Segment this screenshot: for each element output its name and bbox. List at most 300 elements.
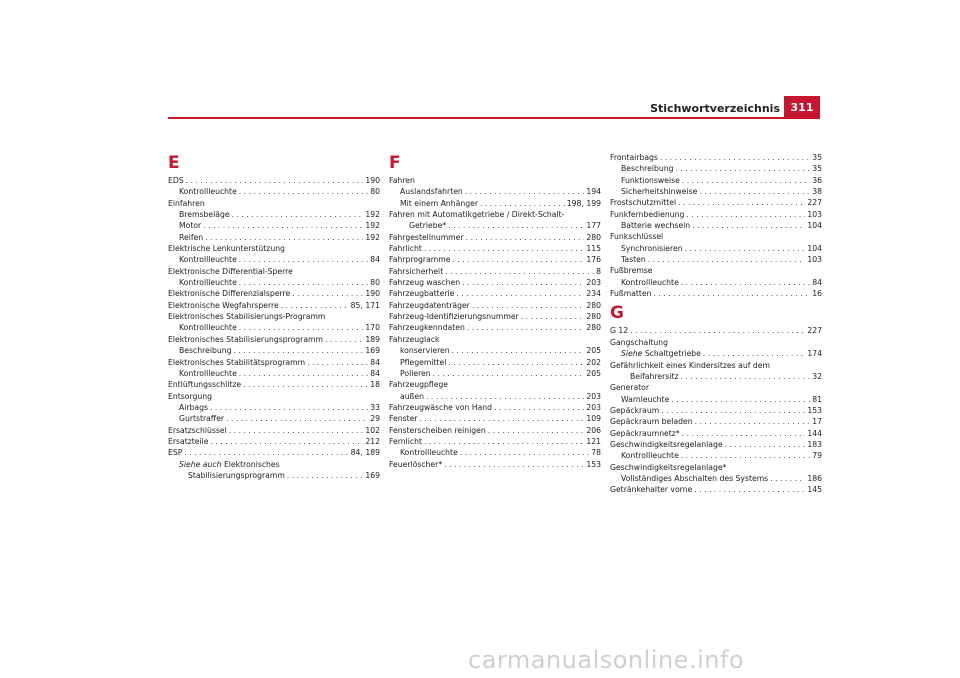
index-entry [168,186,380,197]
entry-page: 190 [365,176,380,185]
index-entry [610,265,822,276]
entry-page: 84 [370,368,380,378]
entry-text: Bremsbeläge [179,210,230,220]
entry-text: Beschreibung [621,164,674,174]
index-entry [389,209,601,220]
entry-page: 35 [812,153,822,162]
index-entry [610,152,822,163]
entry-term [389,300,470,311]
entry-term [621,450,679,461]
entry-page: 29 [370,414,380,424]
entry-page: 32 [812,371,822,381]
entry-page: 203 [586,402,601,412]
page-number-badge: 311 [784,96,820,118]
entry-page: 280 [586,232,601,242]
leader-dots [452,345,585,356]
leader-dots [292,288,363,299]
entry-page: 33 [370,402,380,412]
index-entry [168,266,380,277]
leader-dots [472,300,584,311]
entry-page: 145 [807,485,822,495]
leader-dots [654,288,811,299]
entry-text: Stabilisierungsprogramm [188,470,285,480]
entry-page: 17 [812,417,822,427]
entry-text: Elektronische Differenzialsperre [168,289,291,299]
index-entry [610,473,822,484]
entry-page: 174 [807,349,822,359]
entry-text: Fahrzeugdatenträger [389,300,470,310]
entry-term [610,484,692,495]
entry-text: Fahrprogramme [389,255,451,265]
entry-text: Auslandsfahrten [400,187,463,197]
entry-text: Warnleuchte [621,394,670,404]
entry-term [179,220,201,231]
entry-page: 8 [596,266,601,276]
index-entry [168,459,380,470]
entry-text: Airbags [179,402,209,412]
entry-page: 84 [370,357,380,367]
leader-dots [433,368,585,379]
index-entry [168,436,380,447]
entry-term [389,413,418,424]
leader-dots [692,220,805,231]
entry-text: Gefährlichkeit eines Kindersitzes auf dem [610,360,770,370]
entry-text: Generator [610,383,650,393]
leader-dots [456,288,584,299]
entry-page: 205 [586,346,601,356]
entry-text: Elektronische Differential-Sperre [168,266,293,276]
entry-text: Schaltgetriebe [644,349,701,359]
entry-text: Geschwindigkeitsregelanlage [610,439,723,449]
entry-text: Fahrzeugpflege [389,380,449,390]
entry-page: 198, 199 [566,198,601,208]
entry-text: Feuerlöscher* [389,459,443,469]
entry-term [168,311,325,322]
leader-dots [466,232,585,243]
index-entry [610,277,822,288]
leader-dots [725,439,806,450]
entry-text: konservieren [400,346,450,356]
entry-term [610,405,659,416]
entry-page: 153 [586,459,601,469]
index-entry [610,484,822,495]
index-entry [168,175,380,186]
index-entry [610,209,822,220]
entry-term [610,428,680,439]
entry-term [389,322,465,333]
entry-text: Fußmatten [610,289,652,299]
entry-term [610,439,723,450]
entry-text: Elektronisches Stabilitätsprogramm [168,357,306,367]
leader-dots [630,325,805,336]
leader-dots [281,300,349,311]
leader-dots [467,322,584,333]
leader-dots [210,402,368,413]
entry-term [168,391,212,402]
index-entry [610,462,822,473]
entry-text: Kontrollleuchte [179,323,237,333]
index-entry [610,231,822,242]
entry-text: Elektrische Lenkunterstützung [168,244,285,254]
entry-term [389,311,519,322]
leader-dots [186,175,364,186]
entry-page: 186 [807,473,822,483]
entry-text: Fahrzeugkenndaten [389,323,465,333]
leader-dots [462,277,584,288]
entry-term [400,345,450,356]
entry-text: Fahrzeug waschen [389,278,461,288]
entry-term [610,209,684,220]
leader-dots [660,152,810,163]
entry-text: Entlüftungsschlitze [168,380,242,390]
index-entry [610,325,822,336]
entry-text: Tasten [621,255,646,265]
leader-dots [239,277,368,288]
leader-dots [465,186,585,197]
leader-dots [675,163,810,174]
leader-dots [681,277,810,288]
entry-text: Kontrollleuchte [621,451,679,461]
entry-page: 102 [365,425,380,435]
leader-dots [648,254,806,265]
entry-page: 192 [365,221,380,231]
leader-dots [426,391,584,402]
entry-page: 153 [807,405,822,415]
entry-text: Fahrzeuglack [389,334,440,344]
entry-text: Beschreibung [179,346,232,356]
entry-term [610,360,770,371]
entry-term [179,186,237,197]
entry-page: 103 [807,209,822,219]
entry-text: Einfahren [168,198,205,208]
leader-dots [243,379,368,390]
entry-term [610,325,628,336]
entry-page: 121 [586,436,601,446]
leader-dots [671,394,810,405]
entry-term [389,277,460,288]
entry-text: Batterie wechseln [621,221,691,231]
index-entry [389,175,601,186]
entry-text: Fahrzeugbatterie [389,289,455,299]
entry-page: 18 [370,380,380,390]
entry-term [389,425,486,436]
index-entry [168,345,380,356]
entry-term [389,175,415,186]
leader-dots [699,186,810,197]
entry-term [400,186,463,197]
entry-term [400,447,458,458]
entry-term [179,402,208,413]
leader-dots [239,322,364,333]
entry-text: Getränkehalter vorne [610,485,693,495]
entry-text: Ersatzteile [168,436,209,446]
entry-text: Pflegemittel [400,357,447,367]
entry-text: Ersatzschlüssel [168,425,227,435]
entry-page: 35 [812,164,822,174]
entry-term [168,288,290,299]
index-entry [389,300,601,311]
index-entry [168,311,380,322]
entry-term [610,152,658,163]
entry-page: 227 [807,326,822,336]
index-entry [610,175,822,186]
entry-text: Entsorgung [168,391,212,401]
entry-term [389,209,564,220]
leader-dots [694,484,805,495]
leader-dots [448,357,584,368]
entry-term [610,382,649,393]
entry-term [168,300,279,311]
entry-text: Kontrollleuchte [179,255,237,265]
index-entry [610,382,822,393]
index-entry [389,368,601,379]
index-entry [389,436,601,447]
entry-term [168,198,205,209]
index-entry [389,288,601,299]
index-entry [168,368,380,379]
entry-page: 115 [586,244,601,254]
index-entry [168,322,380,333]
leader-dots [681,371,811,382]
entry-page: 84 [812,277,822,287]
entry-page: 109 [586,414,601,424]
leader-dots [307,357,368,368]
index-entry [389,220,601,231]
entry-page: 78 [591,448,601,458]
section-letter: F [389,153,401,173]
leader-dots [521,311,585,322]
entry-text: Funkschlüssel [610,232,664,242]
entry-text: Fahrzeug-Identifizierungsnummer [389,312,519,322]
leader-dots [226,413,368,424]
entry-term [179,368,237,379]
leader-dots [424,243,584,254]
index-entry [389,447,601,458]
entry-page: 194 [586,187,601,197]
leader-dots [685,243,806,254]
index-entry [610,254,822,265]
entry-page: 38 [812,187,822,197]
entry-text: Fenster [389,414,418,424]
entry-term [621,163,673,174]
entry-term [389,266,443,277]
entry-term [621,175,680,186]
index-entry [610,450,822,461]
index-entry [168,209,380,220]
entry-text: Beifahrersitz [630,371,679,381]
index-entry [389,232,601,243]
section-letter: G [610,303,624,324]
leader-dots [287,470,363,481]
entry-text: Gurtstraffer [179,414,225,424]
index-entry [389,198,601,209]
index-entry [168,447,380,458]
index-entry [610,243,822,254]
entry-text: Motor [179,221,202,231]
entry-term [168,243,285,254]
leader-dots [232,209,364,220]
entry-text: Fußbremse [610,266,653,276]
entry-term [168,379,241,390]
index-entry [389,266,601,277]
entry-page: 203 [586,278,601,288]
leader-dots [695,416,811,427]
entry-page: 280 [586,300,601,310]
index-entry [389,391,601,402]
leader-dots [661,405,805,416]
entry-term [179,322,237,333]
index-entry [389,277,601,288]
entry-page: 85, 171 [350,300,380,310]
entry-term [409,220,446,231]
entry-text: Kontrollleuchte [179,368,237,378]
index-entry [168,413,380,424]
entry-see-also: Siehe [621,349,643,359]
entry-term [610,416,693,427]
index-entry [168,277,380,288]
index-entry [389,334,601,345]
index-entry [168,425,380,436]
entry-term [621,473,768,484]
entry-term [610,462,726,473]
entry-text: Fahrsicherheit [389,266,444,276]
index-entry [389,379,601,390]
index-entry [389,459,601,470]
index-entry [610,394,822,405]
leader-dots [211,436,364,447]
entry-term [630,371,679,382]
entry-text: Kontrollleuchte [621,277,679,287]
entry-term [610,231,663,242]
entry-page: 189 [365,334,380,344]
index-column-g [610,152,822,496]
index-entry [389,413,601,424]
page-header [168,100,820,120]
entry-text: Fahren [389,176,415,185]
leader-dots [480,198,565,209]
index-entry [610,220,822,231]
leader-dots [229,425,364,436]
entry-term [389,254,451,265]
entry-page: 280 [586,323,601,333]
entry-term [621,394,669,405]
entry-text: ESP [168,448,183,458]
leader-dots [184,447,348,458]
index-entry [168,357,380,368]
index-entry [168,334,380,345]
entry-term [389,379,448,390]
index-entry [389,345,601,356]
entry-text: Funkfernbedienung [610,209,685,219]
entry-page: 16 [812,289,822,299]
entry-text: Fensterscheiben reinigen [389,425,486,435]
entry-term [621,186,697,197]
entry-text: Gepäckraumnetz* [610,428,680,438]
leader-dots [460,447,589,458]
entry-page: 234 [586,289,601,299]
leader-dots [682,175,810,186]
entry-term [610,197,676,208]
entry-text: Elektronisches Stabilisierungs-Programm [168,312,326,322]
leader-dots [445,266,594,277]
entry-text: Geschwindigkeitsregelanlage* [610,462,727,472]
index-entry [610,348,822,359]
leader-dots [233,345,363,356]
entry-page: 36 [812,175,822,185]
leader-dots [678,197,805,208]
index-column-f [389,152,601,470]
leader-dots [703,348,805,359]
entry-term [400,198,478,209]
index-entry [610,163,822,174]
leader-dots [205,232,363,243]
entry-term [389,402,492,413]
index-entry [389,243,601,254]
leader-dots [770,473,805,484]
entry-term [168,436,209,447]
entry-text: Reifen [179,232,204,242]
entry-text: Gangschaltung [610,337,669,347]
index-entry [389,322,601,333]
entry-term [610,265,653,276]
entry-term [400,357,446,368]
entry-text: Gepäckraum [610,405,660,415]
leader-dots [686,209,805,220]
entry-term [179,209,230,220]
entry-page: 202 [586,357,601,367]
leader-dots [488,425,585,436]
entry-page: 81 [812,394,822,404]
leader-dots [420,413,585,424]
watermark: carmanualsonline.info [468,646,745,674]
entry-term [168,266,293,277]
index-entry [610,428,822,439]
entry-text: Fahrlicht [389,244,422,254]
entry-page: 192 [365,232,380,242]
entry-text: Elektronisches Stabilisierungsprogramm [168,334,324,344]
entry-text: Gepäckraum beladen [610,417,693,427]
entry-text: Mit einem Anhänger [400,198,478,208]
leader-dots [453,254,585,265]
entry-text: Fahrzeugwäsche von Hand [389,402,493,412]
entry-text: Synchronisieren [621,243,683,253]
index-entry [389,311,601,322]
leader-dots [494,402,584,413]
entry-page: 190 [365,289,380,299]
entry-term [168,425,227,436]
entry-text: Kontrollleuchte [179,187,237,197]
entry-page: 84, 189 [350,448,380,458]
entry-text: Vollständiges Abschalten des Systems [621,473,769,483]
index-entry [168,243,380,254]
entry-term [179,345,231,356]
entry-term [179,277,237,288]
leader-dots [448,220,584,231]
index-entry [610,186,822,197]
index-entry [610,337,822,348]
entry-page: 103 [807,255,822,265]
entry-page: 227 [807,198,822,208]
entry-page: 80 [370,278,380,288]
entry-text: Fahren mit Automatikgetriebe / Direkt-Schalt- [389,210,565,220]
leader-dots [203,220,363,231]
index-entry [168,232,380,243]
entry-term [188,470,285,481]
entry-text: G 12 [610,326,629,336]
index-entry [168,300,380,311]
leader-dots [239,186,368,197]
index-entry [168,402,380,413]
